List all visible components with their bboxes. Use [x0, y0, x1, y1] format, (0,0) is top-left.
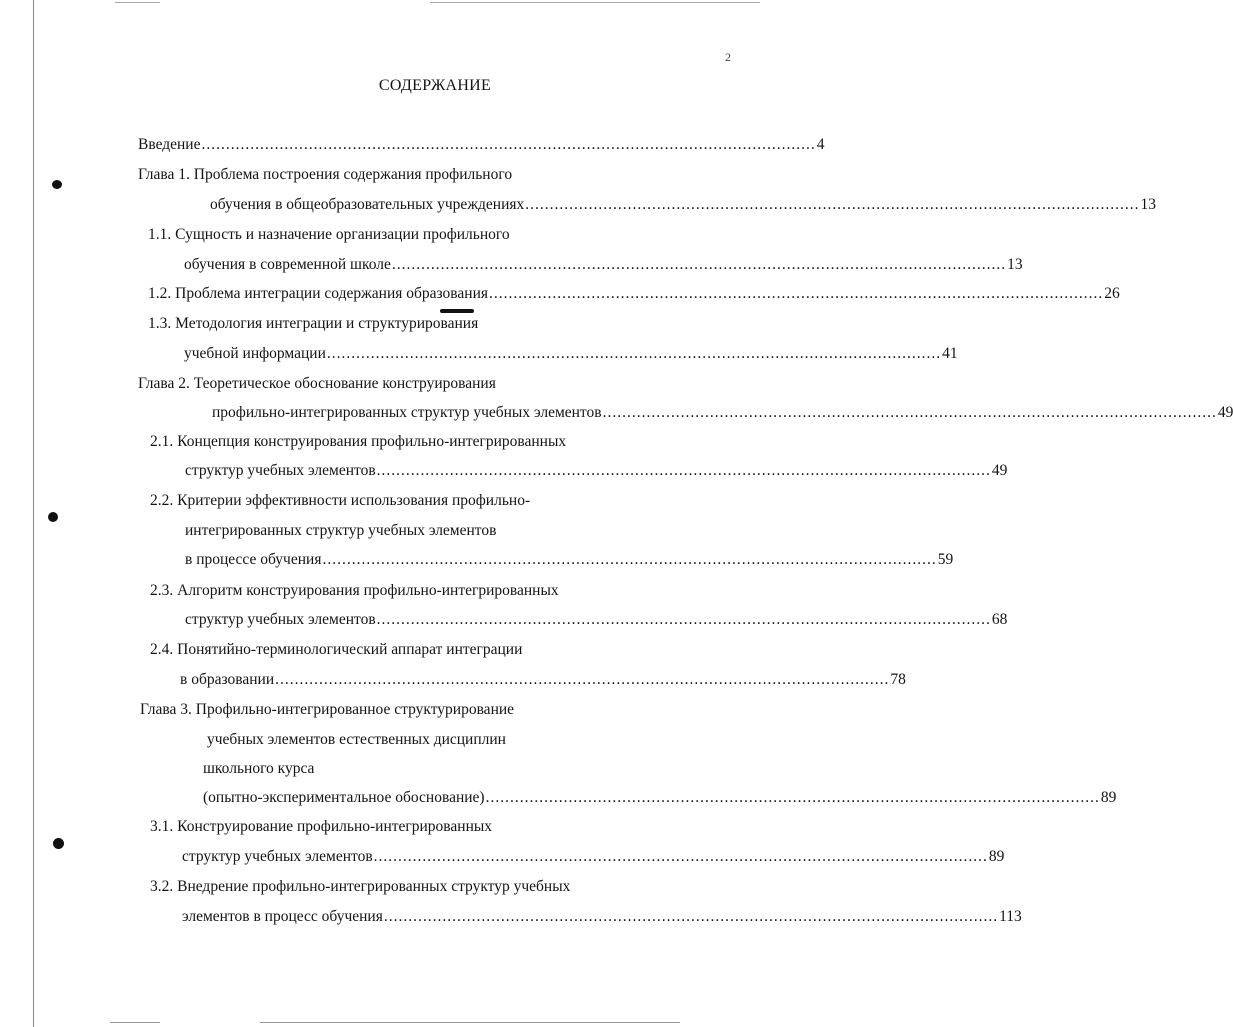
toc-page-number: 78 [890, 671, 906, 688]
toc-page-number: 49 [991, 462, 1008, 479]
toc-page-number: 89 [1100, 789, 1117, 806]
toc-section-1-1-title[interactable]: 1.1. Сущность и назначение организации профильного [148, 226, 510, 243]
toc-entry-label: профильно-интегрированных структур учебных элементов [212, 404, 602, 421]
toc-section-2-1-title[interactable]: 2.1. Концепция конструирования профильно-интегрированных [150, 433, 567, 450]
toc-page-number: 26 [1104, 285, 1120, 302]
toc-leader-dots: .............................................................................................................................. [391, 256, 1007, 273]
toc-entry-chapter-1[interactable] [210, 196, 1157, 214]
toc-entry-label: в процессе обучения [185, 551, 322, 568]
toc-entry-section-3-2[interactable] [182, 908, 1022, 926]
toc-entry-section-2-4[interactable] [180, 671, 906, 689]
toc-leader-dots: .............................................................................................................................. [376, 462, 991, 479]
scan-bottom-rule [260, 1022, 680, 1023]
toc-leader-dots: .............................................................................................................................. [373, 848, 988, 865]
toc-entry-label: 1.2. Проблема интеграции содержания образования [148, 285, 489, 302]
toc-entry-intro[interactable] [138, 136, 825, 154]
toc-chapter-2-title[interactable]: Глава 2. Теоретическое обоснование конструирования [138, 375, 496, 392]
toc-page-number: 113 [999, 908, 1022, 925]
toc-leader-dots: .............................................................................................................................. [201, 136, 816, 153]
toc-entry-label: структур учебных элементов [185, 611, 376, 628]
scan-left-edge [33, 0, 34, 1027]
toc-leader-dots: .............................................................................................................................. [489, 285, 1104, 302]
toc-entry-section-1-2[interactable] [148, 285, 1120, 303]
toc-page-number: 41 [942, 345, 958, 362]
scan-speck [440, 309, 474, 313]
scan-speck [52, 180, 62, 189]
toc-chapter-3-title[interactable]: Глава 3. Профильно-интегрированное структурирование [140, 701, 515, 718]
toc-entry-chapter-3[interactable] [203, 789, 1117, 807]
toc-page-number: 68 [991, 611, 1008, 628]
toc-chapter-3-continued[interactable]: учебных элементов естественных дисциплин [207, 731, 506, 748]
toc-entry-section-2-3[interactable] [185, 611, 1008, 629]
toc-chapter-1-title[interactable]: Глава 1. Проблема построения содержания профильного [138, 166, 513, 183]
toc-section-3-1-title[interactable]: 3.1. Конструирование профильно-интегрированных [150, 818, 493, 835]
toc-page-number: 13 [1140, 196, 1157, 213]
toc-leader-dots: .............................................................................................................................. [602, 404, 1217, 421]
toc-entry-label: обучения в современной школе [184, 256, 391, 273]
toc-entry-label: учебной информации [184, 345, 326, 362]
page-title: СОДЕРЖАНИЕ [378, 77, 492, 94]
toc-entry-section-3-1[interactable] [182, 848, 1005, 866]
toc-leader-dots: .............................................................................................................................. [322, 551, 937, 568]
toc-leader-dots: .............................................................................................................................. [525, 196, 1140, 213]
toc-leader-dots: .............................................................................................................................. [485, 789, 1100, 806]
toc-entry-label: структур учебных элементов [182, 848, 373, 865]
toc-entry-section-2-2[interactable] [185, 551, 954, 569]
toc-section-3-2-title[interactable]: 3.2. Внедрение профильно-интегрированных структур учебных [150, 878, 571, 895]
toc-leader-dots: .............................................................................................................................. [376, 611, 991, 628]
scan-bottom-rule [110, 1022, 160, 1023]
toc-section-2-4-title[interactable]: 2.4. Понятийно-терминологический аппарат интеграции [150, 641, 523, 658]
toc-section-2-3-title[interactable]: 2.3. Алгоритм конструирования профильно-интегрированных [150, 582, 559, 599]
toc-leader-dots: .............................................................................................................................. [326, 345, 942, 362]
toc-entry-section-2-1[interactable] [185, 462, 1008, 480]
toc-entry-label: обучения в общеобразовательных учреждениях [210, 196, 525, 213]
toc-entry-label: структур учебных элементов [185, 462, 376, 479]
toc-entry-label: (опытно-экспериментальное обоснование) [203, 789, 485, 806]
toc-section-2-2-continued[interactable]: интегрированных структур учебных элементов [185, 522, 497, 539]
toc-page-number: 49 [1217, 404, 1233, 421]
toc-leader-dots: .............................................................................................................................. [383, 908, 999, 925]
page-number: 2 [725, 50, 731, 64]
toc-section-2-2-title[interactable]: 2.2. Критерии эффективности использования профильно- [150, 492, 531, 509]
scan-top-rule [115, 2, 160, 3]
toc-entry-label: в образовании [180, 671, 275, 688]
toc-page-number: 4 [816, 136, 825, 153]
toc-page-number: 89 [988, 848, 1005, 865]
scan-speck [48, 512, 58, 522]
toc-page-number: 13 [1007, 256, 1023, 273]
scan-top-rule [430, 2, 760, 3]
toc-leader-dots: .............................................................................................................................. [275, 671, 890, 688]
scan-speck [53, 838, 64, 849]
toc-entry-section-1-1[interactable] [184, 256, 1023, 274]
toc-entry-section-1-3[interactable] [184, 345, 958, 363]
toc-entry-label: Введение [138, 136, 201, 153]
toc-entry-label: элементов в процесс обучения [182, 908, 383, 925]
toc-page-number: 59 [937, 551, 954, 568]
toc-section-1-3-title[interactable]: 1.3. Методология интеграции и структурирования [148, 315, 479, 332]
toc-entry-chapter-2[interactable] [212, 404, 1233, 422]
toc-chapter-3-continued[interactable]: школьного курса [203, 760, 315, 777]
